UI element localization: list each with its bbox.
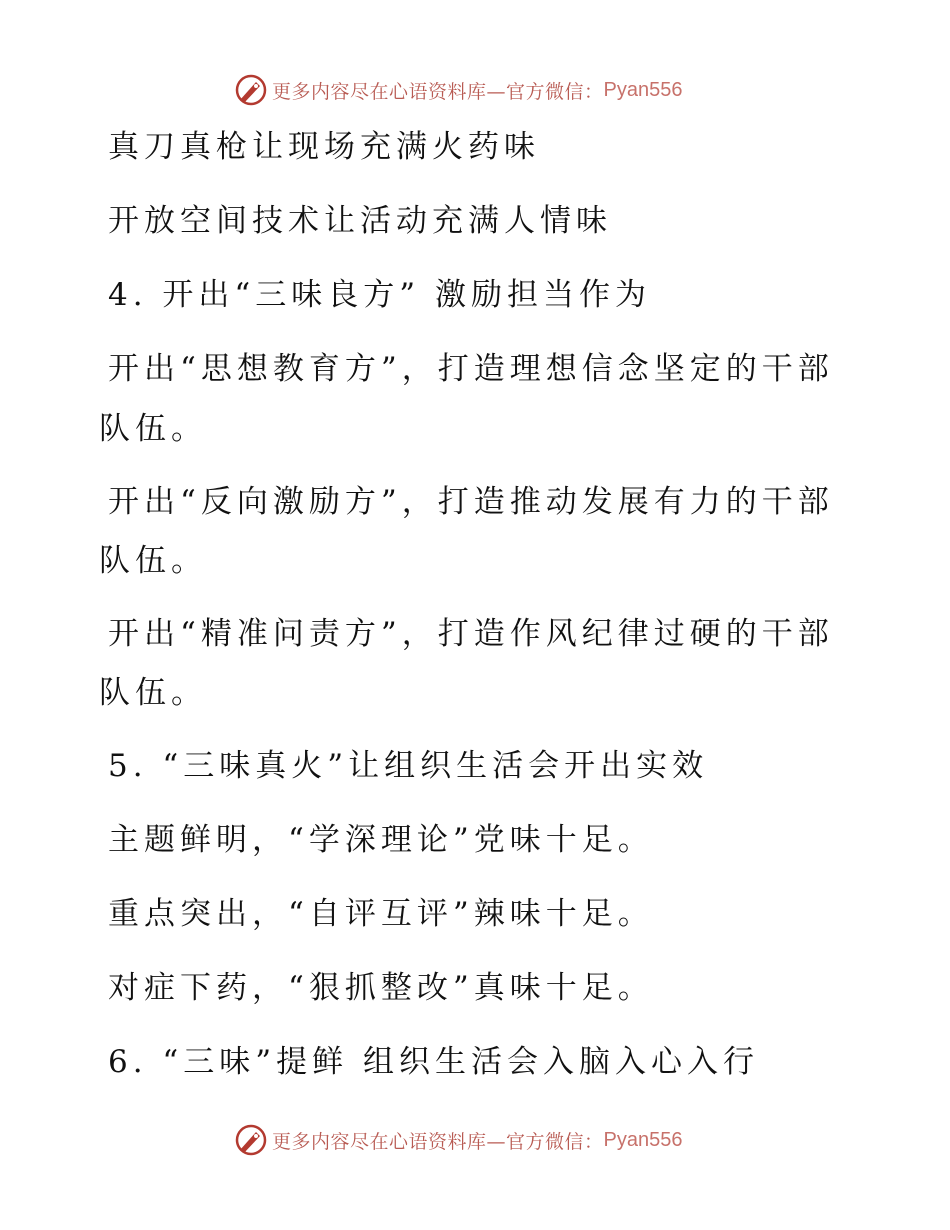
- pen-nib-logo-icon: [234, 1123, 268, 1157]
- text-line-continuation: 队伍。: [99, 543, 207, 579]
- text-line: 开出“思想教育方”，打造理想信念坚定的干部: [108, 351, 834, 387]
- watermark-wechat-id: Pyan556: [603, 1128, 683, 1151]
- text-line: 开出“反向激励方”，打造推动发展有力的干部: [108, 484, 834, 520]
- footer-watermark: [234, 1122, 682, 1158]
- watermark-wechat-id: Pyan556: [603, 78, 683, 101]
- section-heading-5: 5. “三味真火”让组织生活会开出实效: [108, 748, 709, 784]
- text-line-continuation: 队伍。: [99, 411, 207, 447]
- pen-nib-logo-icon: [234, 73, 268, 107]
- text-line: 主题鲜明，“学深理论”党味十足。: [108, 822, 654, 858]
- watermark-text: 更多内容尽在心语资料库—官方微信：: [272, 80, 604, 103]
- text-line: 真刀真枪让现场充满火药味: [108, 129, 540, 165]
- text-line: 对症下药，“狠抓整改”真味十足。: [108, 970, 654, 1006]
- text-line-continuation: 队伍。: [99, 675, 207, 711]
- header-watermark: [234, 72, 682, 108]
- section-heading-6: 6. “三味”提鲜 组织生活会入脑入心入行: [108, 1044, 759, 1080]
- text-line: 开放空间技术让活动充满人情味: [108, 203, 612, 239]
- watermark-text: 更多内容尽在心语资料库—官方微信：: [272, 1130, 604, 1153]
- text-line: 重点突出，“自评互评”辣味十足。: [108, 896, 654, 932]
- section-heading-4: 4. 开出“三味良方” 激励担当作为: [108, 277, 651, 313]
- text-line: 开出“精准问责方”，打造作风纪律过硬的干部: [108, 616, 834, 652]
